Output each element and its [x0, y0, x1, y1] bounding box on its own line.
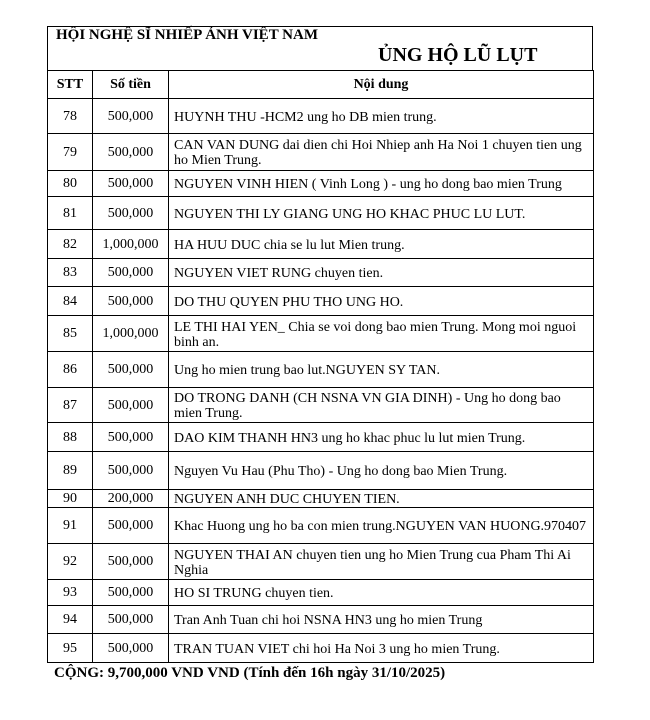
row-stt: 88 — [48, 423, 93, 452]
row-content: DO THU QUYEN PHU THO UNG HO. — [169, 287, 594, 316]
row-content: NGUYEN THI LY GIANG UNG HO KHAC PHUC LU LUT. — [169, 197, 594, 230]
table-row — [48, 452, 594, 490]
row-content: NGUYEN ANH DUC CHUYEN TIEN. — [169, 490, 594, 508]
row-content: TRAN TUAN VIET chi hoi Ha Noi 3 ung ho mien Trung. — [169, 634, 594, 663]
table-row — [48, 287, 594, 316]
row-amount: 500,000 — [93, 259, 169, 287]
row-stt: 82 — [48, 230, 93, 259]
row-stt: 85 — [48, 316, 93, 352]
row-stt: 78 — [48, 99, 93, 134]
table-header-row — [48, 71, 594, 99]
row-content: HO SI TRUNG chuyen tien. — [169, 580, 594, 606]
column-header-content: Nội dung — [169, 71, 594, 99]
row-content: DO TRONG DANH (CH NSNA VN GIA DINH) - Ung ho dong bao mien Trung. — [169, 388, 594, 423]
row-stt: 79 — [48, 134, 93, 171]
row-content: HUYNH THU -HCM2 ung ho DB mien trung. — [169, 99, 594, 134]
row-content: NGUYEN THAI AN chuyen tien ung ho Mien Trung cua Pham Thi Ai Nghia — [169, 544, 594, 580]
row-content: CAN VAN DUNG dai dien chi Hoi Nhiep anh Ha Noi 1 chuyen tien ung ho Mien Trung. — [169, 134, 594, 171]
row-content: Khac Huong ung ho ba con mien trung.NGUYEN VAN HUONG.970407 — [169, 508, 594, 544]
table-row — [48, 230, 594, 259]
table-row — [48, 352, 594, 388]
row-amount: 500,000 — [93, 580, 169, 606]
row-amount: 500,000 — [93, 171, 169, 197]
row-stt: 95 — [48, 634, 93, 663]
table-row — [48, 423, 594, 452]
row-stt: 91 — [48, 508, 93, 544]
table-row — [48, 490, 594, 508]
row-amount: 500,000 — [93, 388, 169, 423]
row-amount: 500,000 — [93, 606, 169, 634]
table-row — [48, 580, 594, 606]
row-content: NGUYEN VIET RUNG chuyen tien. — [169, 259, 594, 287]
row-stt: 80 — [48, 171, 93, 197]
table-row — [48, 197, 594, 230]
row-stt: 83 — [48, 259, 93, 287]
table-row — [48, 171, 594, 197]
row-content: Tran Anh Tuan chi hoi NSNA HN3 ung ho mien Trung — [169, 606, 594, 634]
row-amount: 500,000 — [93, 452, 169, 490]
row-content: Ung ho mien trung bao lut.NGUYEN SY TAN. — [169, 352, 594, 388]
row-stt: 90 — [48, 490, 93, 508]
row-amount: 1,000,000 — [93, 316, 169, 352]
row-amount: 500,000 — [93, 99, 169, 134]
table-row — [48, 99, 594, 134]
row-stt: 81 — [48, 197, 93, 230]
row-stt: 84 — [48, 287, 93, 316]
column-header-stt: STT — [48, 71, 93, 99]
donation-sheet — [47, 26, 593, 663]
sheet-header — [47, 26, 593, 70]
row-content: HA HUU DUC chia se lu lut Mien trung. — [169, 230, 594, 259]
row-stt: 93 — [48, 580, 93, 606]
table-row — [48, 388, 594, 423]
row-amount: 500,000 — [93, 508, 169, 544]
table-row — [48, 316, 594, 352]
column-header-amount: Số tiền — [93, 71, 169, 99]
row-amount: 500,000 — [93, 352, 169, 388]
table-row — [48, 544, 594, 580]
organization-name: HỘI NGHỆ SĨ NHIẾP ẢNH VIỆT NAM — [56, 27, 318, 43]
row-content: Nguyen Vu Hau (Phu Tho) - Ung ho dong bao Mien Trung. — [169, 452, 594, 490]
row-amount: 500,000 — [93, 287, 169, 316]
row-amount: 500,000 — [93, 134, 169, 171]
row-amount: 1,000,000 — [93, 230, 169, 259]
table-row — [48, 606, 594, 634]
row-stt: 86 — [48, 352, 93, 388]
page-title: ỦNG HỘ LŨ LỤT — [378, 44, 538, 66]
table-row — [48, 259, 594, 287]
row-stt: 87 — [48, 388, 93, 423]
row-stt: 89 — [48, 452, 93, 490]
row-amount: 500,000 — [93, 634, 169, 663]
donation-table — [47, 70, 594, 663]
table-row — [48, 134, 594, 171]
table-row — [48, 634, 594, 663]
row-content: NGUYEN VINH HIEN ( Vinh Long ) - ung ho dong bao mien Trung — [169, 171, 594, 197]
row-amount: 500,000 — [93, 544, 169, 580]
table-row — [48, 508, 594, 544]
total-line: CỘNG: 9,700,000 VND VND (Tính đến 16h ngày 31/10/2025) — [54, 665, 446, 681]
row-amount: 500,000 — [93, 423, 169, 452]
row-content: LE THI HAI YEN_ Chia se voi dong bao mien Trung. Mong moi nguoi binh an. — [169, 316, 594, 352]
row-stt: 94 — [48, 606, 93, 634]
row-content: DAO KIM THANH HN3 ung ho khac phuc lu lut mien Trung. — [169, 423, 594, 452]
row-amount: 200,000 — [93, 490, 169, 508]
row-amount: 500,000 — [93, 197, 169, 230]
row-stt: 92 — [48, 544, 93, 580]
